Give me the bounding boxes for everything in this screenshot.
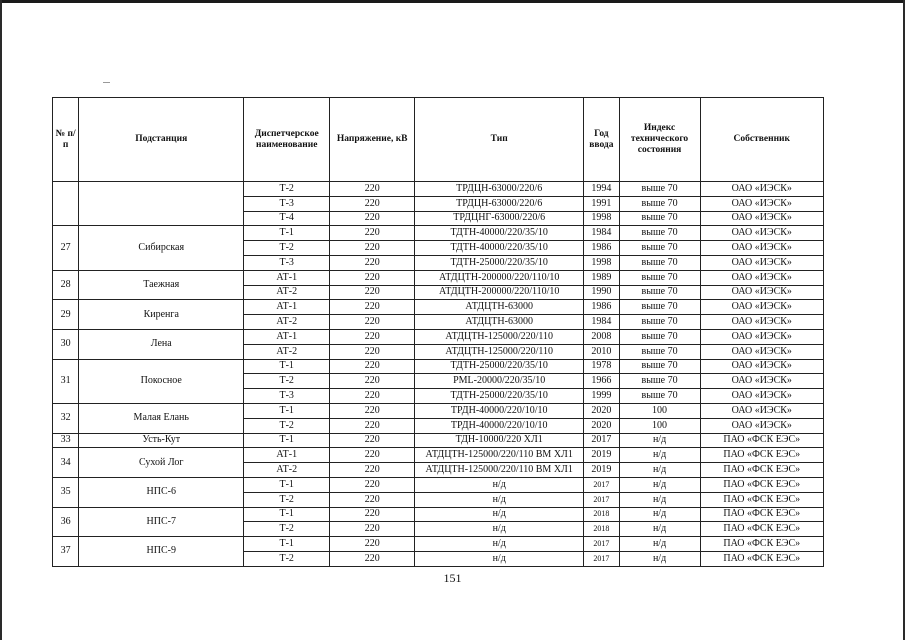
table-row bbox=[53, 537, 824, 552]
year-cell: 1984 bbox=[584, 226, 619, 241]
type-cell: н/д bbox=[415, 477, 584, 492]
dispatch-cell: Т-2 bbox=[244, 241, 330, 256]
year-cell: 1986 bbox=[584, 241, 619, 256]
dispatch-cell: Т-4 bbox=[244, 211, 330, 226]
type-cell: н/д bbox=[415, 522, 584, 537]
owner-cell: ОАО «ИЭСК» bbox=[700, 241, 823, 256]
index-cell: выше 70 bbox=[619, 196, 700, 211]
substation-name-cell: Малая Елань bbox=[79, 403, 244, 433]
table-row bbox=[53, 300, 824, 315]
index-cell: выше 70 bbox=[619, 241, 700, 256]
type-cell: ТРДЦН-63000/220/6 bbox=[415, 182, 584, 197]
dispatch-cell: Т-2 bbox=[244, 418, 330, 433]
index-cell: выше 70 bbox=[619, 374, 700, 389]
index-cell: выше 70 bbox=[619, 315, 700, 330]
scan-left-edge bbox=[0, 0, 2, 640]
index-cell: выше 70 bbox=[619, 389, 700, 404]
index-cell: н/д bbox=[619, 433, 700, 448]
year-cell: 1994 bbox=[584, 182, 619, 197]
year-cell: 2010 bbox=[584, 344, 619, 359]
type-cell: н/д bbox=[415, 551, 584, 566]
type-cell: АТДЦТН-200000/220/110/10 bbox=[415, 285, 584, 300]
dispatch-cell: Т-2 bbox=[244, 374, 330, 389]
voltage-cell: 220 bbox=[330, 255, 415, 270]
year-cell: 2018 bbox=[584, 522, 619, 537]
header-owner: Собственник bbox=[700, 98, 823, 182]
type-cell: ТРДН-40000/220/10/10 bbox=[415, 418, 584, 433]
type-cell: ТДТН-25000/220/35/10 bbox=[415, 359, 584, 374]
year-cell: 2018 bbox=[584, 507, 619, 522]
type-cell: н/д bbox=[415, 537, 584, 552]
table-row bbox=[53, 477, 824, 492]
year-cell: 2017 bbox=[584, 551, 619, 566]
substation-name-cell: Сухой Лог bbox=[79, 448, 244, 478]
type-cell: АТДЦТН-63000 bbox=[415, 300, 584, 315]
year-cell: 1986 bbox=[584, 300, 619, 315]
voltage-cell: 220 bbox=[330, 492, 415, 507]
owner-cell: ПАО «ФСК ЕЭС» bbox=[700, 551, 823, 566]
header-year: Год ввода bbox=[584, 98, 619, 182]
index-cell: н/д bbox=[619, 537, 700, 552]
voltage-cell: 220 bbox=[330, 182, 415, 197]
dispatch-cell: Т-3 bbox=[244, 389, 330, 404]
year-cell: 2017 bbox=[584, 477, 619, 492]
owner-cell: ОАО «ИЭСК» bbox=[700, 270, 823, 285]
table-body bbox=[53, 182, 824, 567]
row-number-cell: 37 bbox=[53, 537, 79, 567]
voltage-cell: 220 bbox=[330, 285, 415, 300]
type-cell: АТДЦТН-125000/220/110 ВМ ХЛ1 bbox=[415, 448, 584, 463]
table-row bbox=[53, 182, 824, 197]
dispatch-cell: Т-3 bbox=[244, 255, 330, 270]
owner-cell: ОАО «ИЭСК» bbox=[700, 374, 823, 389]
scan-speck bbox=[103, 82, 110, 83]
type-cell: ТРДЦНГ-63000/220/6 bbox=[415, 211, 584, 226]
substation-name-cell: НПС-6 bbox=[79, 477, 244, 507]
row-number-cell: 32 bbox=[53, 403, 79, 433]
owner-cell: ПАО «ФСК ЕЭС» bbox=[700, 522, 823, 537]
row-number-cell: 36 bbox=[53, 507, 79, 537]
index-cell: н/д bbox=[619, 477, 700, 492]
header-type: Тип bbox=[415, 98, 584, 182]
owner-cell: ОАО «ИЭСК» bbox=[700, 196, 823, 211]
table-header-row bbox=[53, 98, 824, 182]
row-number-cell: 30 bbox=[53, 329, 79, 359]
year-cell: 1991 bbox=[584, 196, 619, 211]
substation-name-cell: Покосное bbox=[79, 359, 244, 403]
year-cell: 1998 bbox=[584, 255, 619, 270]
voltage-cell: 220 bbox=[330, 448, 415, 463]
owner-cell: ОАО «ИЭСК» bbox=[700, 255, 823, 270]
index-cell: выше 70 bbox=[619, 344, 700, 359]
owner-cell: ОАО «ИЭСК» bbox=[700, 226, 823, 241]
owner-cell: ПАО «ФСК ЕЭС» bbox=[700, 433, 823, 448]
owner-cell: ОАО «ИЭСК» bbox=[700, 344, 823, 359]
row-number-cell bbox=[53, 182, 79, 226]
index-cell: выше 70 bbox=[619, 329, 700, 344]
year-cell: 2019 bbox=[584, 463, 619, 478]
index-cell: 100 bbox=[619, 418, 700, 433]
year-cell: 2019 bbox=[584, 448, 619, 463]
dispatch-cell: АТ-2 bbox=[244, 285, 330, 300]
type-cell: ТДТН-25000/220/35/10 bbox=[415, 389, 584, 404]
row-number-cell: 27 bbox=[53, 226, 79, 270]
year-cell: 2020 bbox=[584, 403, 619, 418]
voltage-cell: 220 bbox=[330, 389, 415, 404]
year-cell: 2017 bbox=[584, 433, 619, 448]
dispatch-cell: АТ-2 bbox=[244, 463, 330, 478]
owner-cell: ОАО «ИЭСК» bbox=[700, 359, 823, 374]
type-cell: ТДН-10000/220 ХЛ1 bbox=[415, 433, 584, 448]
index-cell: выше 70 bbox=[619, 255, 700, 270]
index-cell: н/д bbox=[619, 507, 700, 522]
dispatch-cell: АТ-1 bbox=[244, 329, 330, 344]
type-cell: ТДТН-25000/220/35/10 bbox=[415, 255, 584, 270]
index-cell: н/д bbox=[619, 551, 700, 566]
owner-cell: ПАО «ФСК ЕЭС» bbox=[700, 492, 823, 507]
type-cell: ТДТН-40000/220/35/10 bbox=[415, 226, 584, 241]
row-number-cell: 34 bbox=[53, 448, 79, 478]
year-cell: 1998 bbox=[584, 211, 619, 226]
header-dispatch: Диспетчерское наименование bbox=[244, 98, 330, 182]
year-cell: 2017 bbox=[584, 537, 619, 552]
index-cell: выше 70 bbox=[619, 211, 700, 226]
header-voltage: Напряжение, кВ bbox=[330, 98, 415, 182]
year-cell: 2020 bbox=[584, 418, 619, 433]
substation-name-cell: Сибирская bbox=[79, 226, 244, 270]
type-cell: PML-20000/220/35/10 bbox=[415, 374, 584, 389]
year-cell: 2017 bbox=[584, 492, 619, 507]
year-cell: 1990 bbox=[584, 285, 619, 300]
row-number-cell: 29 bbox=[53, 300, 79, 330]
owner-cell: ОАО «ИЭСК» bbox=[700, 285, 823, 300]
table-row bbox=[53, 433, 824, 448]
dispatch-cell: Т-1 bbox=[244, 507, 330, 522]
index-cell: н/д bbox=[619, 522, 700, 537]
table-row bbox=[53, 448, 824, 463]
year-cell: 1966 bbox=[584, 374, 619, 389]
dispatch-cell: АТ-2 bbox=[244, 344, 330, 359]
dispatch-cell: Т-1 bbox=[244, 359, 330, 374]
dispatch-cell: Т-2 bbox=[244, 551, 330, 566]
owner-cell: ПАО «ФСК ЕЭС» bbox=[700, 448, 823, 463]
voltage-cell: 220 bbox=[330, 270, 415, 285]
owner-cell: ОАО «ИЭСК» bbox=[700, 182, 823, 197]
substation-name-cell bbox=[79, 182, 244, 226]
index-cell: выше 70 bbox=[619, 300, 700, 315]
voltage-cell: 220 bbox=[330, 226, 415, 241]
dispatch-cell: Т-1 bbox=[244, 477, 330, 492]
voltage-cell: 220 bbox=[330, 418, 415, 433]
year-cell: 1978 bbox=[584, 359, 619, 374]
index-cell: выше 70 bbox=[619, 285, 700, 300]
table-row bbox=[53, 226, 824, 241]
table-row bbox=[53, 359, 824, 374]
year-cell: 1999 bbox=[584, 389, 619, 404]
table-row bbox=[53, 329, 824, 344]
voltage-cell: 220 bbox=[330, 374, 415, 389]
type-cell: АТДЦТН-200000/220/110/10 bbox=[415, 270, 584, 285]
type-cell: ТДТН-40000/220/35/10 bbox=[415, 241, 584, 256]
owner-cell: ОАО «ИЭСК» bbox=[700, 211, 823, 226]
voltage-cell: 220 bbox=[330, 241, 415, 256]
dispatch-cell: АТ-1 bbox=[244, 270, 330, 285]
type-cell: ТРДЦН-63000/220/6 bbox=[415, 196, 584, 211]
voltage-cell: 220 bbox=[330, 315, 415, 330]
header-substation: Подстанция bbox=[79, 98, 244, 182]
row-number-cell: 31 bbox=[53, 359, 79, 403]
row-number-cell: 33 bbox=[53, 433, 79, 448]
type-cell: АТДЦТН-63000 bbox=[415, 315, 584, 330]
voltage-cell: 220 bbox=[330, 196, 415, 211]
voltage-cell: 220 bbox=[330, 477, 415, 492]
index-cell: н/д bbox=[619, 448, 700, 463]
dispatch-cell: Т-1 bbox=[244, 537, 330, 552]
voltage-cell: 220 bbox=[330, 300, 415, 315]
owner-cell: ПАО «ФСК ЕЭС» bbox=[700, 477, 823, 492]
dispatch-cell: Т-1 bbox=[244, 226, 330, 241]
voltage-cell: 220 bbox=[330, 329, 415, 344]
dispatch-cell: Т-3 bbox=[244, 196, 330, 211]
index-cell: 100 bbox=[619, 403, 700, 418]
owner-cell: ОАО «ИЭСК» bbox=[700, 329, 823, 344]
substation-name-cell: Лена bbox=[79, 329, 244, 359]
table-row bbox=[53, 507, 824, 522]
index-cell: н/д bbox=[619, 492, 700, 507]
voltage-cell: 220 bbox=[330, 507, 415, 522]
table-row bbox=[53, 270, 824, 285]
owner-cell: ПАО «ФСК ЕЭС» bbox=[700, 507, 823, 522]
index-cell: выше 70 bbox=[619, 359, 700, 374]
type-cell: АТДЦТН-125000/220/110 bbox=[415, 329, 584, 344]
row-number-cell: 28 bbox=[53, 270, 79, 300]
year-cell: 1989 bbox=[584, 270, 619, 285]
dispatch-cell: Т-2 bbox=[244, 522, 330, 537]
header-num: № п/п bbox=[53, 98, 79, 182]
owner-cell: ПАО «ФСК ЕЭС» bbox=[700, 537, 823, 552]
substation-name-cell: Таежная bbox=[79, 270, 244, 300]
dispatch-cell: АТ-1 bbox=[244, 448, 330, 463]
type-cell: АТДЦТН-125000/220/110 bbox=[415, 344, 584, 359]
dispatch-cell: Т-1 bbox=[244, 433, 330, 448]
voltage-cell: 220 bbox=[330, 463, 415, 478]
owner-cell: ОАО «ИЭСК» bbox=[700, 403, 823, 418]
dispatch-cell: АТ-2 bbox=[244, 315, 330, 330]
type-cell: ТРДН-40000/220/10/10 bbox=[415, 403, 584, 418]
voltage-cell: 220 bbox=[330, 211, 415, 226]
voltage-cell: 220 bbox=[330, 522, 415, 537]
voltage-cell: 220 bbox=[330, 359, 415, 374]
voltage-cell: 220 bbox=[330, 433, 415, 448]
row-number-cell: 35 bbox=[53, 477, 79, 507]
owner-cell: ПАО «ФСК ЕЭС» bbox=[700, 463, 823, 478]
substation-name-cell: НПС-7 bbox=[79, 507, 244, 537]
voltage-cell: 220 bbox=[330, 537, 415, 552]
voltage-cell: 220 bbox=[330, 551, 415, 566]
substation-name-cell: НПС-9 bbox=[79, 537, 244, 567]
owner-cell: ОАО «ИЭСК» bbox=[700, 300, 823, 315]
table-row bbox=[53, 403, 824, 418]
owner-cell: ОАО «ИЭСК» bbox=[700, 389, 823, 404]
dispatch-cell: Т-2 bbox=[244, 182, 330, 197]
owner-cell: ОАО «ИЭСК» bbox=[700, 315, 823, 330]
scan-top-edge bbox=[0, 0, 905, 3]
substations-table bbox=[52, 97, 824, 567]
owner-cell: ОАО «ИЭСК» bbox=[700, 418, 823, 433]
dispatch-cell: АТ-1 bbox=[244, 300, 330, 315]
substation-name-cell: Усть-Кут bbox=[79, 433, 244, 448]
voltage-cell: 220 bbox=[330, 403, 415, 418]
type-cell: н/д bbox=[415, 507, 584, 522]
type-cell: н/д bbox=[415, 492, 584, 507]
substation-name-cell: Киренга bbox=[79, 300, 244, 330]
index-cell: н/д bbox=[619, 463, 700, 478]
index-cell: выше 70 bbox=[619, 182, 700, 197]
header-index: Индекс технического состояния bbox=[619, 98, 700, 182]
index-cell: выше 70 bbox=[619, 270, 700, 285]
year-cell: 1984 bbox=[584, 315, 619, 330]
dispatch-cell: Т-1 bbox=[244, 403, 330, 418]
index-cell: выше 70 bbox=[619, 226, 700, 241]
type-cell: АТДЦТН-125000/220/110 ВМ ХЛ1 bbox=[415, 463, 584, 478]
voltage-cell: 220 bbox=[330, 344, 415, 359]
dispatch-cell: Т-2 bbox=[244, 492, 330, 507]
year-cell: 2008 bbox=[584, 329, 619, 344]
page-number: 151 bbox=[443, 571, 462, 585]
